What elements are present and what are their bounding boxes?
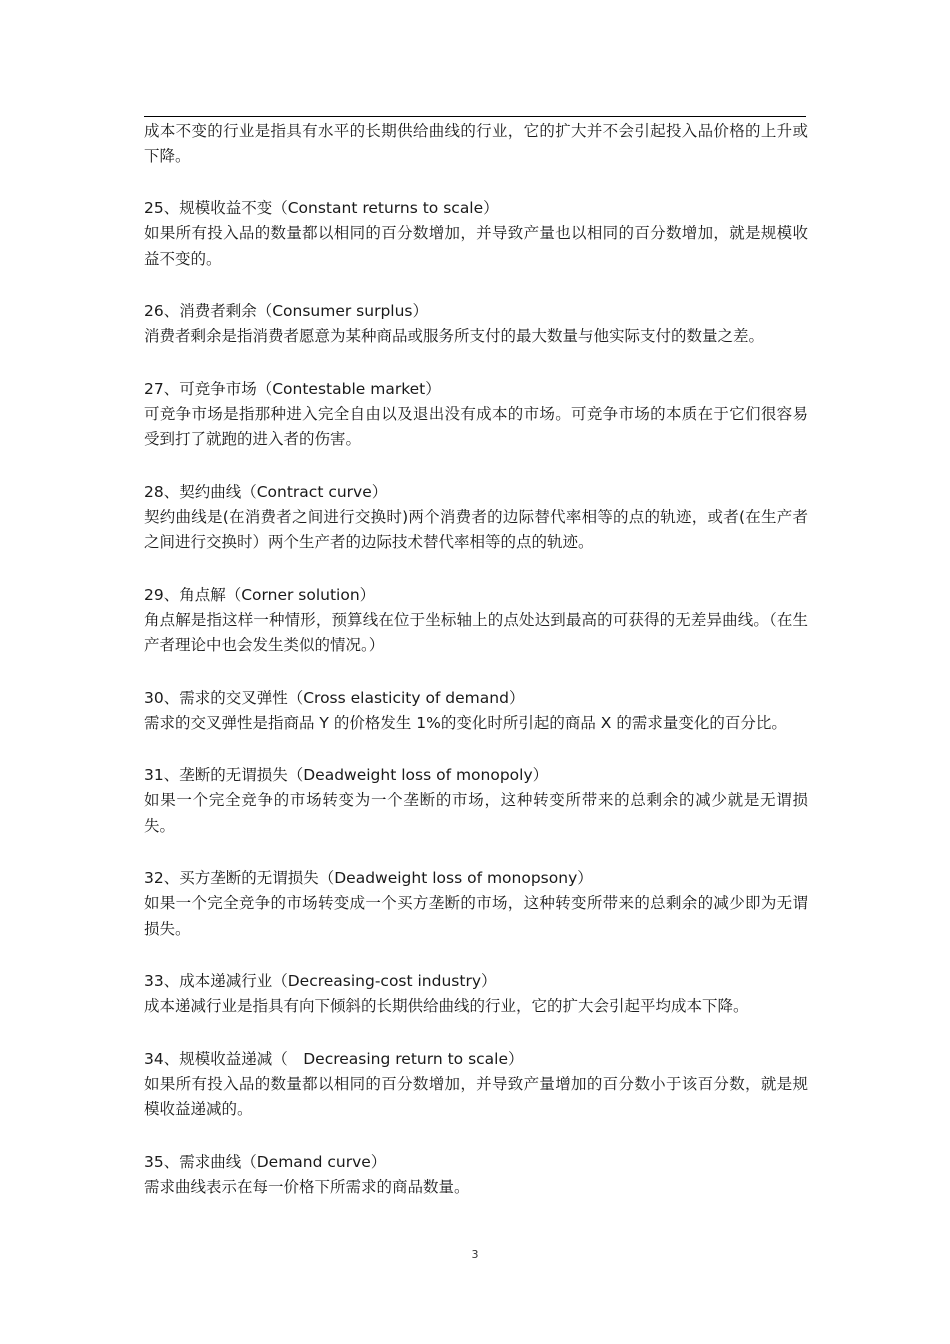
glossary-entry-31 — [144, 763, 808, 839]
entry-title: 33、成本递减行业（Decreasing-cost industry） — [144, 972, 497, 990]
entry-body: 如果一个完全竞争的市场转变成一个买方垄断的市场，这种转变所带来的总剩余的减少即为无谓损失。 — [144, 894, 808, 938]
page-number: 3 — [471, 1248, 479, 1261]
entry-body: 需求的交叉弹性是指商品 Y 的价格发生 1%的变化时所引起的商品 X 的需求量变化的百分比。 — [144, 713, 787, 732]
glossary-entry-27 — [144, 377, 808, 453]
entry-title: 32、买方垄断的无谓损失（Deadweight loss of monopsony） — [144, 869, 593, 887]
page-content — [144, 119, 808, 1200]
entry-title: 34、规模收益递减（ Decreasing return to scale） — [144, 1049, 524, 1068]
entry-title: 29、角点解（Corner solution） — [144, 585, 376, 604]
entry-body: 如果所有投入品的数量都以相同的百分数增加，并导致产量增加的百分数小于该百分数，就是规模收益递减的。 — [144, 1074, 808, 1118]
entry-title: 30、需求的交叉弹性（Cross elasticity of demand） — [144, 688, 525, 707]
entry-body: 可竞争市场是指那种进入完全自由以及退出没有成本的市场。可竞争市场的本质在于它们很容易受到打了就跑的进入者的伤害。 — [144, 404, 808, 448]
glossary-entry-33 — [144, 969, 808, 1020]
glossary-entry-25 — [144, 196, 808, 272]
entry-body: 如果所有投入品的数量都以相同的百分数增加，并导致产量也以相同的百分数增加，就是规模收益不变的。 — [144, 224, 808, 268]
glossary-entry-32 — [144, 866, 808, 942]
intro-paragraph: 成本不变的行业是指具有水平的长期供给曲线的行业，它的扩大并不会引起投入品价格的上升或下降。 — [144, 122, 808, 165]
entry-title: 27、可竞争市场（Contestable market） — [144, 379, 441, 398]
entry-title: 35、需求曲线（Demand curve） — [144, 1152, 387, 1171]
entry-body: 契约曲线是(在消费者之间进行交换时)两个消费者的边际替代率相等的点的轨迹，或者(在生产者之间进行交换时）两个生产者的边际技术替代率相等的点的轨迹。 — [144, 507, 808, 551]
entry-title: 25、规模收益不变（Constant returns to scale） — [144, 199, 499, 217]
glossary-entry-26 — [144, 299, 808, 350]
entry-body: 需求曲线表示在每一价格下所需求的商品数量。 — [144, 1177, 470, 1196]
header-rule — [144, 116, 806, 117]
entry-body: 消费者剩余是指消费者愿意为某种商品或服务所支付的最大数量与他实际支付的数量之差。 — [144, 327, 765, 345]
entry-title: 31、垄断的无谓损失（Deadweight loss of monopoly） — [144, 766, 549, 784]
glossary-entry-29 — [144, 583, 808, 659]
entry-body: 如果一个完全竞争的市场转变为一个垄断的市场，这种转变所带来的总剩余的减少就是无谓损失。 — [144, 791, 808, 835]
glossary-entry-28 — [144, 480, 808, 556]
entry-title: 28、契约曲线（Contract curve） — [144, 482, 388, 501]
entry-title: 26、消费者剩余（Consumer surplus） — [144, 302, 429, 320]
glossary-entry-35 — [144, 1150, 808, 1201]
entry-body: 角点解是指这样一种情形，预算线在位于坐标轴上的点处达到最高的可获得的无差异曲线。（在生产者理论中也会发生类似的情况。） — [144, 610, 808, 654]
glossary-entry-30 — [144, 686, 808, 737]
entry-body: 成本递减行业是指具有向下倾斜的长期供给曲线的行业，它的扩大会引起平均成本下降。 — [144, 997, 749, 1015]
glossary-entry-34 — [144, 1047, 808, 1123]
